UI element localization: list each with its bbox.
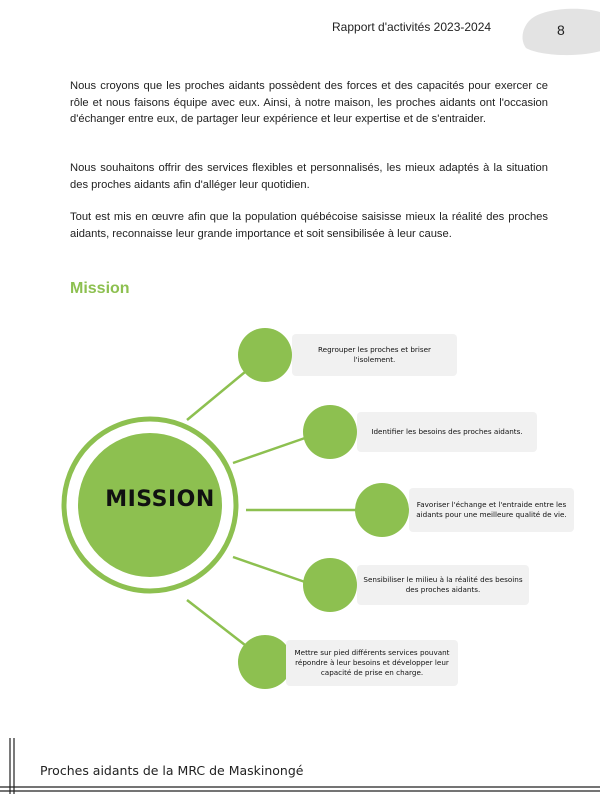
mission-item-1 <box>292 334 457 376</box>
mission-center-label: MISSION <box>105 487 215 512</box>
report-title: Rapport d'activités 2023-2024 <box>332 20 492 34</box>
page-number: 8 <box>557 22 565 38</box>
mission-item-2-text: Identifier les besoins des proches aidants. <box>371 427 523 436</box>
paragraph-population: Tout est mis en œuvre afin que la population québécoise saisisse mieux la réalité des proches aidants, reconnaisse leur grande importance et soit sensibilisée à leur cause. <box>70 211 548 240</box>
item-dot-1 <box>238 328 292 382</box>
paragraph-services: Nous souhaitons offrir des services flexibles et personnalisés, les mieux adaptés à la situation des proches aidants afin d'alléger leur quotidien. <box>70 162 548 191</box>
item-dot-5 <box>238 635 292 689</box>
mission-item-5-text: Mettre sur pied différents services pouvant répondre à leur besoins et développer leur capacité de prise en charge. <box>294 648 450 677</box>
item-dot-3 <box>355 483 409 537</box>
mission-item-4 <box>357 565 529 605</box>
item-dot-4 <box>303 558 357 612</box>
mission-item-2 <box>357 412 537 452</box>
footer-organization: Proches aidants de la MRC de Maskinongé <box>40 763 304 778</box>
paragraph-forces: Nous croyons que les proches aidants possèdent des forces et des capacités pour exercer ce rôle et nous faisons équipe avec eux. Ainsi, à notre maison, les proches aidants ont l'occasion d'échanger entre eux, de partager leur expérience et leur expertise et de s'entraider. <box>70 80 548 125</box>
section-title-mission: Mission <box>70 280 130 297</box>
mission-item-3-text: Favoriser l'échange et l'entraide entre les aidants pour une meilleure qualité de vie. <box>416 500 567 519</box>
mission-item-4-text: Sensibiliser le milieu à la réalité des besoins des proches aidants. <box>363 575 523 594</box>
mission-item-1-text: Regrouper les proches et briser l'isolement. <box>318 345 431 364</box>
item-dot-2 <box>303 405 357 459</box>
mission-item-5 <box>286 640 458 686</box>
mission-item-3 <box>409 488 574 532</box>
